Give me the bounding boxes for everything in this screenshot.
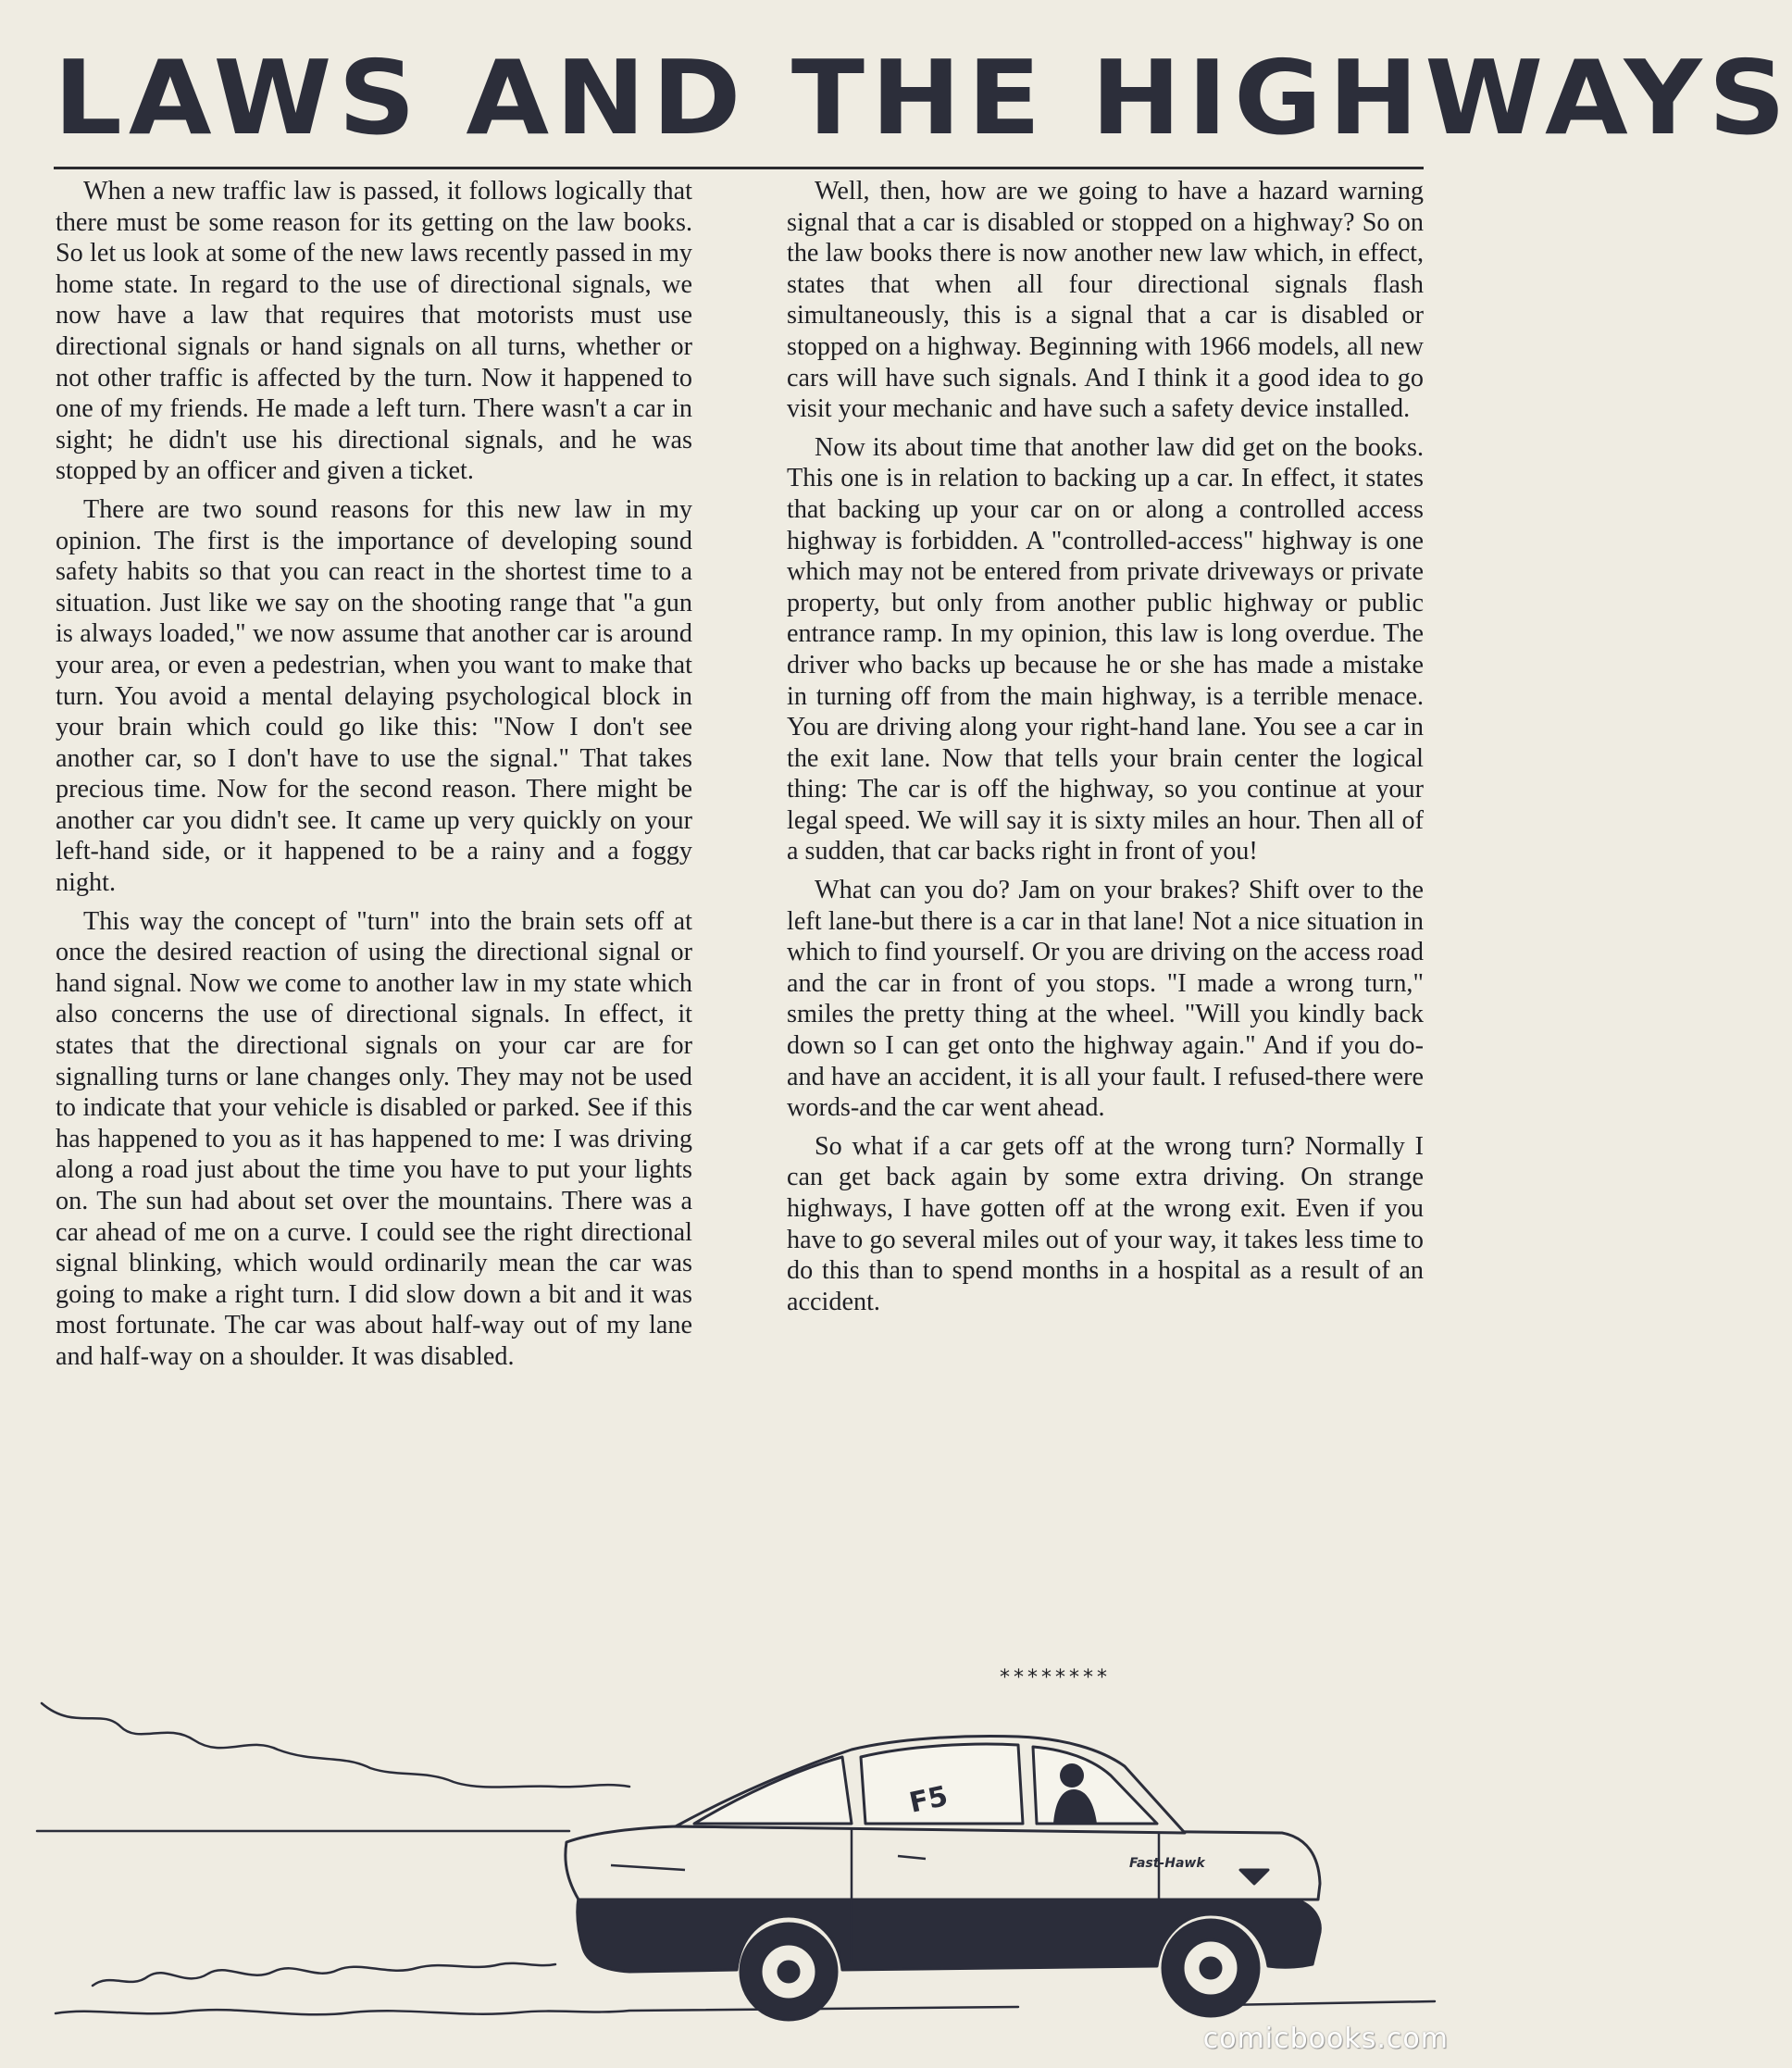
paragraph: Well, then, how are we going to have a hazard warning signal that a car is disabled or stopped on a highway? So on the law books there is now another new law which, in effect, states that when all four directional signals flash simultaneously, this is a signal that a car is disabled or stopped on a highway. Beginning with 1966 models, all new cars will have such signals. And I think it a good idea to go visit your mechanic and have such a safety device installed. (787, 177, 1424, 424)
ground-line (1222, 2001, 1435, 2005)
section-separator: ******** (1000, 1666, 1111, 1689)
paragraph: When a new traffic law is passed, it follows logically that there must be some reason for its getting on the law books. So let us look at some of the new laws recently passed in my home state. In regard to the use of directional signals, we now have a law that requires that motorists must use directional signals or hand signals on all turns, whether or not other traffic is affected by the turn. Now it happened to one of my friends. He made a left turn. There wasn't a car in sight; he didn't use his directional signals, and he was stopped by an officer and given a ticket. (56, 177, 692, 486)
car-side-lettering: Fast-Hawk (1129, 1856, 1205, 1871)
rear-wheel (740, 1924, 837, 2020)
paragraph: This way the concept of "turn" into the brain sets off at once the desired reaction of using the directional signal or hand signal. Now we come to another law in my state which also concerns the use of directional signals. In effect, it states that the directional signals on your car are for signalling turns or lane changes only. They may not be used to indicate that your vehicle is disabled or parked. See if this has happened to you as it has happened to me: I was driving along a road just about the time you have to put your lights on. The sun had about set over the mountains. There was a car ahead of me on a curve. I could see the right directional signal blinking, which would ordinarily mean the car was going to make a right turn. I did slow down a bit and it was most fortunate. The car was about half-way out of my lane and half-way on a shoulder. It was disabled. (56, 906, 692, 1371)
title-rule (54, 167, 1424, 169)
ground-line (56, 2007, 1018, 2014)
paragraph: There are two sound reasons for this new law in my opinion. The first is the importance of developing sound safety habits so that you can react in the shortest time to a situation. Just like we say on the shooting range that "a gun is always loaded," we now assume that another car is around your area, or even a pedestrian, when you want to make that turn. You avoid a mental delaying psychological block in your brain which could go like this: "Now I don't see another car, so I don't have to use the signal." That takes precious time. Now for the second reason. There might be another car you didn't see. It came up very quickly on your left-hand side, or it happened to be a rainy and a foggy night. (56, 494, 692, 898)
car-illustration (37, 1694, 1444, 2037)
right-column (787, 176, 1424, 1317)
mountain-line (42, 1703, 629, 1788)
left-column (56, 176, 692, 1373)
paragraph: What can you do? Jam on your brakes? Shift over to the left lane-but there is a car in that lane! Not a nice situation in which to find yourself. Or you are driving on the access road and the car in front of you stops. "I made a wrong turn," smiles the pretty thing at the wheel. "Will you kindly back down so I can get onto the highway again." And if you do-and have an accident, it is all your fault. I refused-there were words-and the car went ahead. (787, 876, 1424, 1123)
car (566, 1737, 1320, 2020)
paragraph: Now its about time that another law did get on the books. This one is in relation to backing up a car. In effect, it states that backing up your car on or along a controlled access highway is forbidden. A "controlled-access" highway is one which may not be entered from private driveways or private property, but only from another public highway or public entrance ramp. In my opinion, this law is long overdue. The driver who backs up because he or she has made a mistake in turning off from the main highway, is a terrible menace. You are driving along your right-hand lane. You see a car in the exit lane. Now that tells your brain center the logical thing: The car is off the highway, so you continue at your legal speed. We will say it is sixty miles an hour. Then all of a sudden, that car backs right in front of you! (787, 432, 1424, 866)
car-number: F5 (906, 1779, 952, 1820)
front-wheel (1163, 1920, 1259, 2016)
article-title: LAWS AND THE HIGHWAYS (54, 39, 1792, 158)
watermark: comicbooks.com (1202, 2023, 1449, 2055)
paragraph: So what if a car gets off at the wrong turn? Normally I can get back again by some extra driving. On strange highways, I have gotten off at the wrong exit. Even if you have to go several miles out of your way, it takes less time to do this than to spend months in a hospital as a result of an accident. (787, 1131, 1424, 1316)
dust-cloud (93, 1963, 555, 1986)
car-body-upper (566, 1826, 1320, 1900)
car-rear-window (694, 1757, 852, 1824)
